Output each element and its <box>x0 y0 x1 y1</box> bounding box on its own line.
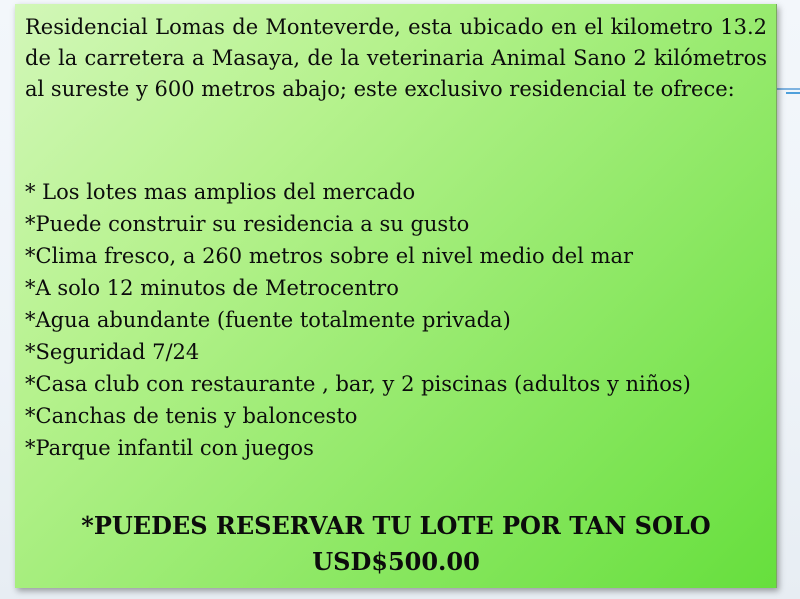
feature-item-security: *Seguridad 7/24 <box>25 340 200 364</box>
info-card <box>15 4 777 588</box>
decorative-accent <box>786 92 800 94</box>
feature-item-water: *Agua abundante (fuente totalmente privada) <box>25 308 511 332</box>
feature-item-location: *A solo 12 minutos de Metrocentro <box>25 276 399 300</box>
reservation-offer <box>15 508 777 580</box>
offer-price: USD$500.00 <box>312 547 480 576</box>
feature-item-courts: *Canchas de tenis y baloncesto <box>25 404 358 428</box>
intro-paragraph: Residencial Lomas de Monteverde, esta ubicado en el kilometro 13.2 de la carretera a Masaya, de la veterinaria Animal Sano 2 kilómetros al sureste y 600 metros abajo; este exclusivo residencial te ofrece: <box>25 15 767 101</box>
feature-item-climate: *Clima fresco, a 260 metros sobre el nivel medio del mar <box>25 244 634 268</box>
feature-item-clubhouse: *Casa club con restaurante , bar, y 2 piscinas (adultos y niños) <box>25 372 691 396</box>
feature-item-playground: *Parque infantil con juegos <box>25 436 314 460</box>
feature-item-lots: * Los lotes mas amplios del mercado <box>25 180 416 204</box>
feature-item-build: *Puede construir su residencia a su gusto <box>25 212 470 236</box>
offer-headline: *PUEDES RESERVAR TU LOTE POR TAN SOLO <box>81 511 711 540</box>
features-list <box>25 176 767 464</box>
